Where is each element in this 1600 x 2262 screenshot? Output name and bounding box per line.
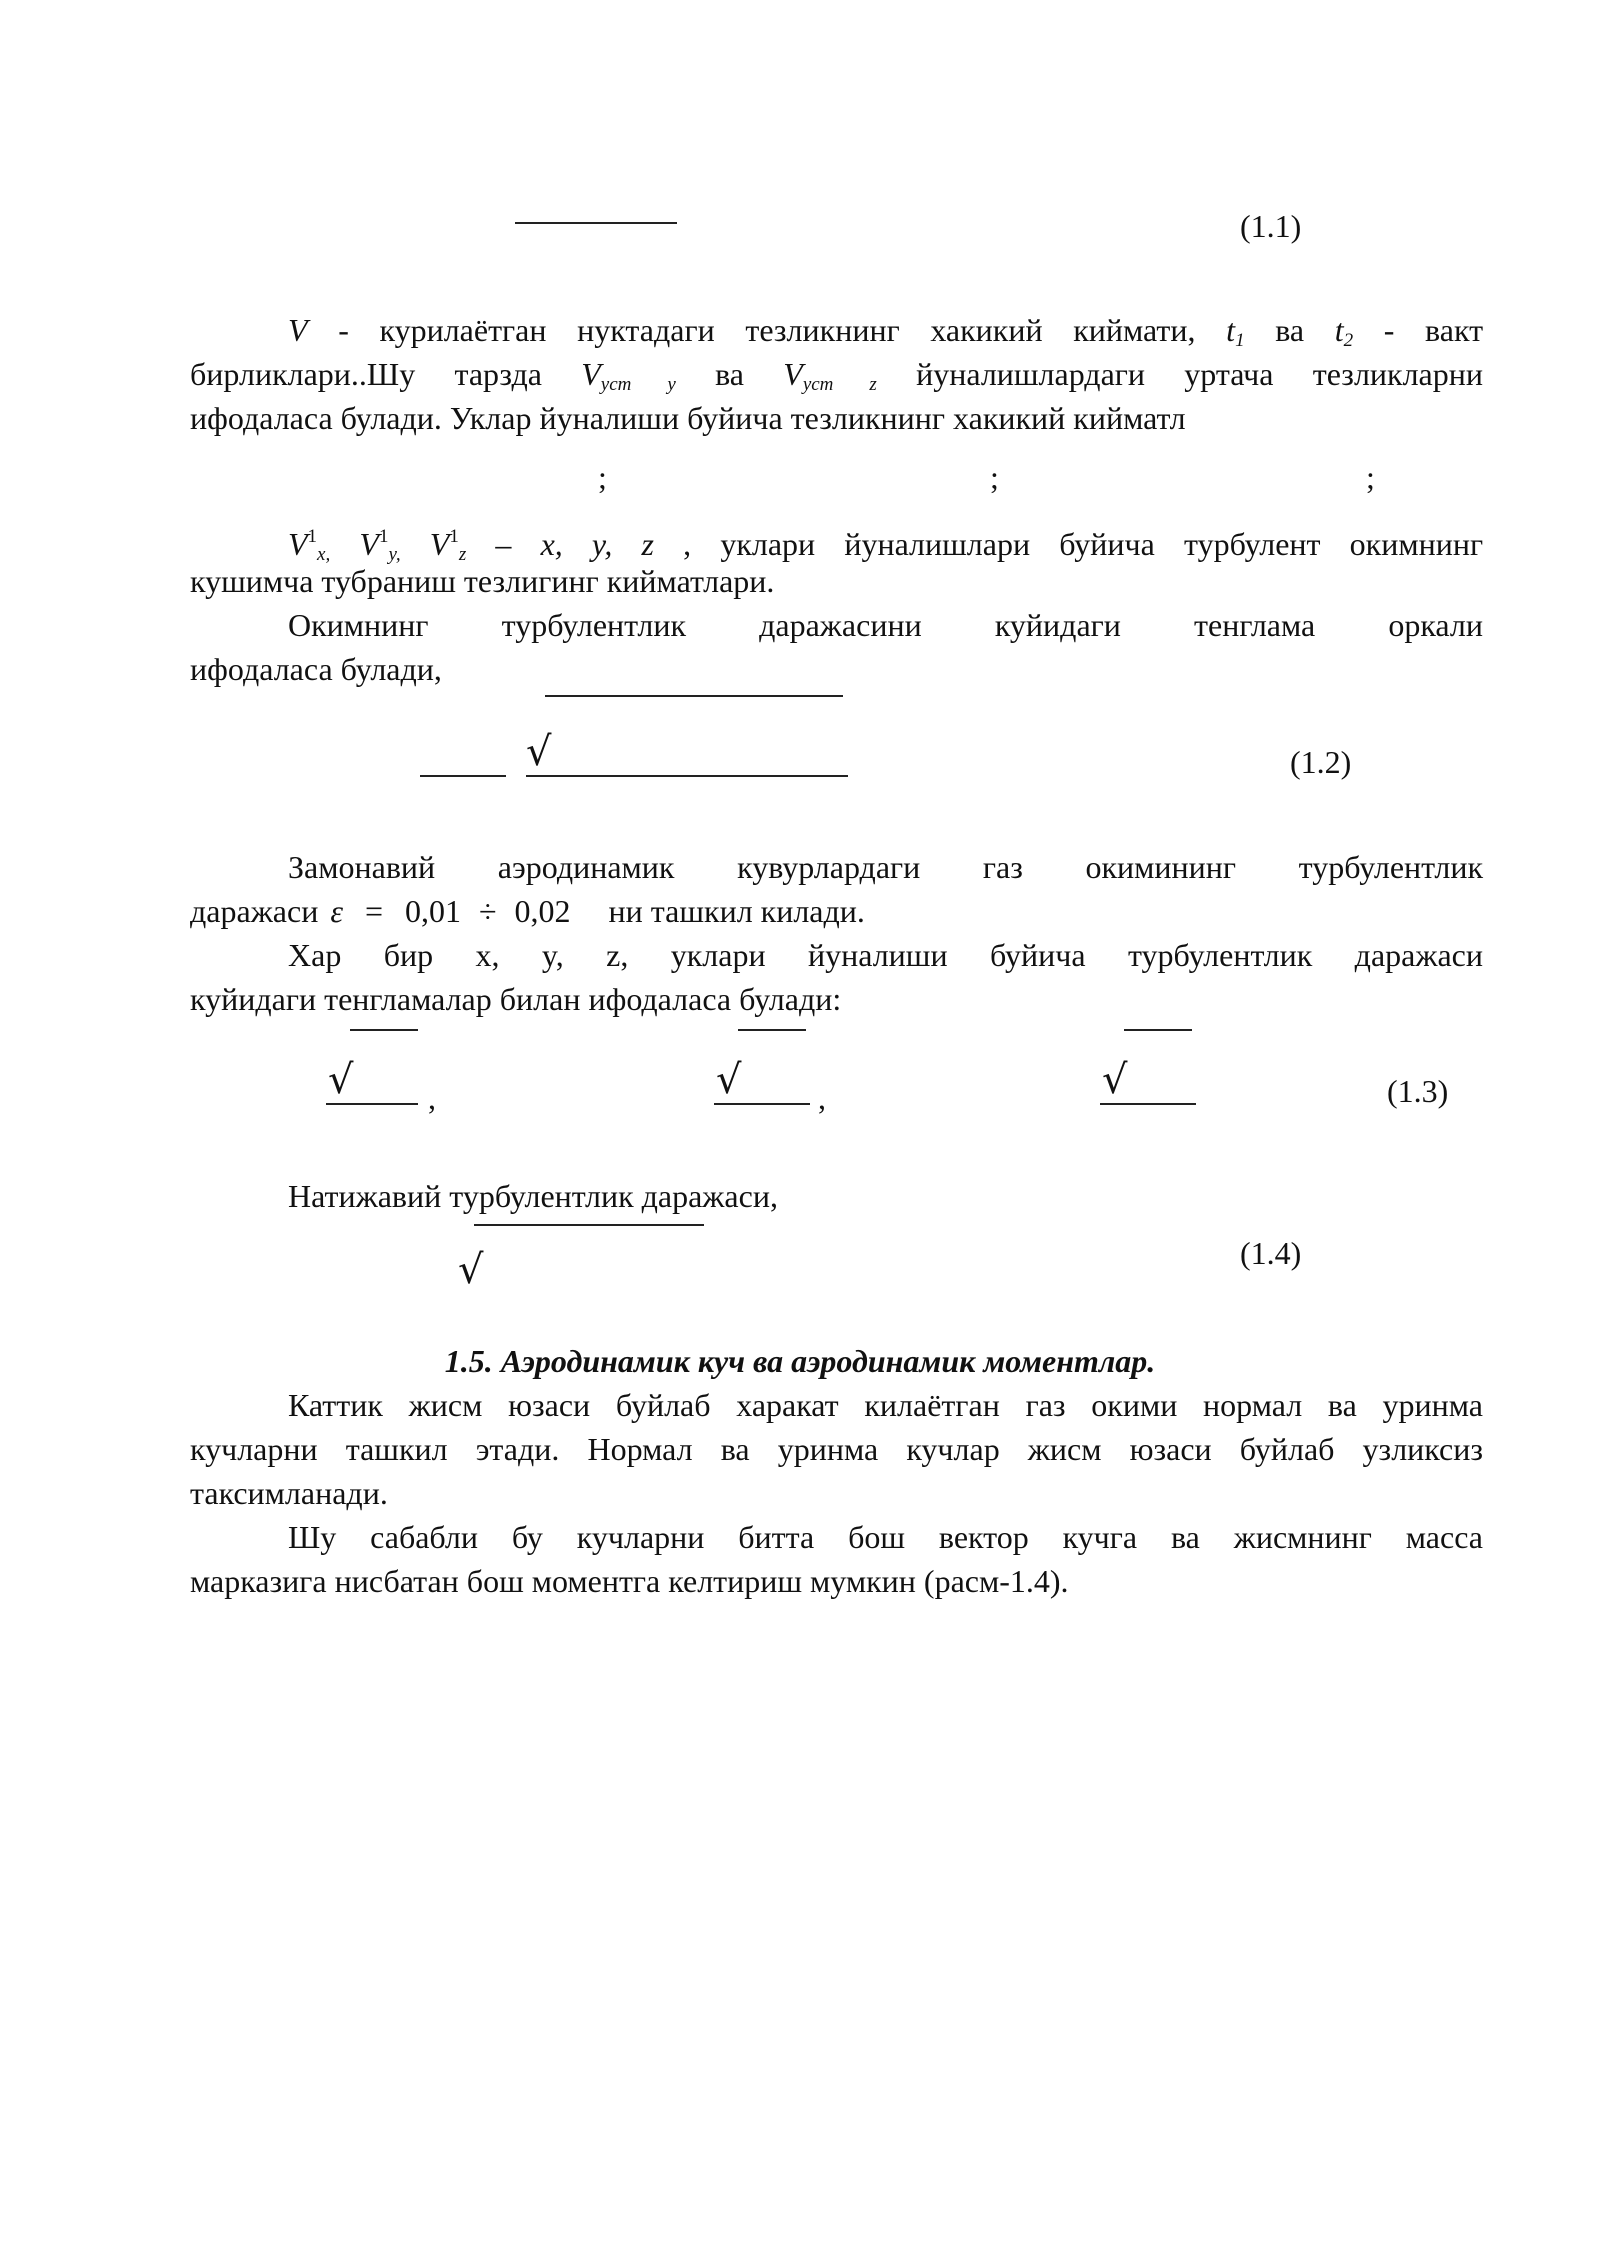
para-modern-line-2 [190, 889, 1483, 933]
eq-1-4-sqrt-sign: √ [458, 1247, 484, 1293]
value-max: 0,02 [514, 893, 571, 929]
eq-1-3-x-bar [326, 1103, 418, 1105]
eq-1-3-x-overline [350, 1029, 418, 1031]
var-t1: $t_1$ [1226, 312, 1245, 351]
para-v-text-2: бирликлари..Шу тарзда [190, 356, 542, 392]
section-p1-line-3: таксимланади. [190, 1475, 388, 1511]
para-result: Натижавий турбулентлик даражаси, [288, 1178, 778, 1214]
var-t2: $t_2$ [1334, 312, 1354, 351]
para-fluct-text: , уклари йуналишлари буйича турбулент окимнинг [683, 526, 1484, 562]
eq-1-2-number: (1.2) [1290, 744, 1352, 780]
eq-1-3-z-bar [1100, 1103, 1196, 1105]
value-min: 0,01 [404, 893, 461, 929]
eq-1-3-y-sqrt-sign: √ [716, 1057, 742, 1103]
axes-xyz: x, y, z [540, 526, 654, 562]
eq-sign: = [364, 893, 383, 929]
eq-1-3-x-sqrt-sign: √ [328, 1057, 354, 1103]
div-sign: ÷ [478, 893, 497, 929]
dash: – [495, 526, 512, 562]
var-v-avg-z: $V_{уст z}$ [783, 356, 877, 395]
para-v-tail: - вакт [1383, 312, 1484, 348]
eq-1-2-sqrt-sign: √ [526, 729, 552, 775]
para-modern-line-1: Замонавий аэродинамик кувурлардаги газ окимининг турбулентлик [288, 849, 1483, 885]
var-vz: $V^1_z$ [429, 526, 467, 565]
var-epsilon: ε [330, 893, 343, 929]
section-heading: 1.5. Аэродинамик куч ва аэродинамик моментлар. [444, 1343, 1156, 1379]
semicolon-1: ; [598, 459, 607, 495]
para-axes-line-1: Хар бир x, y, z, уклари йуналиши буйича турбулентлик даражаси [288, 937, 1483, 973]
semicolon-2: ; [990, 459, 999, 495]
eq-1-3-comma-1: , [428, 1080, 436, 1116]
para-modern-pre: даражаси [190, 893, 319, 929]
para-level-line-1: Окимнинг турбулентлик даражасини куйидаги тенглама оркали [288, 607, 1483, 643]
section-p1-line-2: кучларни ташкил этади. Нормал ва уринма кучлар жисм юзаси буйлаб узликсиз [190, 1431, 1483, 1467]
section-p2-line-1: Шу сабабли бу кучларни битта бош вектор кучга ва жисмнинг масса [288, 1519, 1483, 1555]
para-modern-post: ни ташкил килади. [608, 893, 865, 929]
eq-1-3-z-overline [1124, 1029, 1192, 1031]
eq-1-2-sqrt-overline [545, 695, 843, 697]
var-vx: $V^1_{x,}$ [288, 526, 331, 565]
section-p2-line-2: марказига нисбатан бош моментга келтириш мумкин (расм-1.4). [190, 1563, 1069, 1599]
var-vy: $V^1_{y,}$ [359, 526, 401, 565]
eq-1-4-number: (1.4) [1240, 1235, 1302, 1271]
eq-1-3-comma-2: , [818, 1080, 826, 1116]
para-level-line-2: ифодаласа булади, [190, 651, 442, 687]
eq-1-2-right-bar [526, 775, 848, 777]
eq-1-3-y-bar [714, 1103, 810, 1105]
section-p1-line-1: Каттик жисм юзаси буйлаб харакат килаётган газ окими нормал ва уринма [288, 1387, 1483, 1423]
eq-1-3-z-sqrt-sign: √ [1102, 1057, 1128, 1103]
eq-1-2-left-bar [420, 775, 506, 777]
word-and-1: ва [1275, 312, 1305, 348]
para-v-text-3: йуналишлардаги уртача тезликларни [916, 356, 1484, 392]
eq-1-4-sqrt-overline [474, 1224, 704, 1226]
para-v-line-3: ифодаласа булади. Уклар йуналиши буйича тезликнинг хакикий кийматл [190, 400, 1186, 436]
semicolon-3: ; [1366, 459, 1375, 495]
eq-1-3-y-overline [738, 1029, 806, 1031]
eq-1-1-number: (1.1) [1240, 208, 1302, 244]
var-v: V [288, 312, 308, 348]
para-fluct-line-2: кушимча тубраниш тезлигинг кийматлари. [190, 563, 775, 599]
eq-1-1-fraction-bar [515, 222, 677, 224]
para-axes-line-2: куйидаги тенгламалар билан ифодаласа булади: [190, 981, 842, 1017]
word-and-2: ва [715, 356, 744, 392]
para-v-text-1: - курилаётган нуктадаги тезликнинг хакикий киймати, [338, 312, 1196, 348]
eq-1-3-number: (1.3) [1387, 1073, 1449, 1109]
var-v-avg-y: $V_{уст у}$ [581, 356, 676, 395]
